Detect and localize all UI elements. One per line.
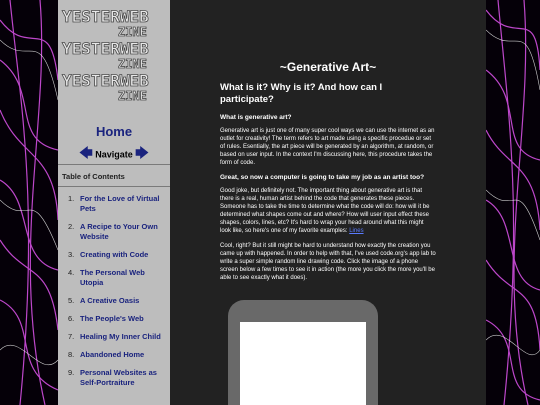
arrow-right-icon[interactable]: 🡆 bbox=[135, 145, 149, 160]
paragraph: Good joke, but definitely not. The important thing about generative art is that there is a real, human artist behind the code that generates these pieces. Someone has to take the time to determine what the code will do: how will it be determined what shapes come out and where? How will user input effect these shapes, colors, lines, etc? It's hard to wrap your head around what this might look like, so here's one of my favorite examples: Lines bbox=[220, 188, 430, 234]
main-content bbox=[170, 0, 486, 405]
toc-item[interactable]: 4. The Personal Web Utopia bbox=[68, 268, 145, 287]
svg-text:YESTERWEB: YESTERWEB bbox=[62, 71, 149, 90]
svg-text:YESTERWEB: YESTERWEB bbox=[62, 39, 149, 58]
toc-title: Table of Contents bbox=[62, 172, 125, 181]
toc-link[interactable]: Creating with Code bbox=[80, 250, 149, 259]
toc-item[interactable]: 7. Healing My Inner Child bbox=[68, 332, 161, 341]
paragraph: Cool, right? But it still might be hard to understand how exactly the creation you came up with happened. In order to help with that, I've used code.org's app lab to write a super simple random line drawing code. Click the image of a phone screen below a few times to see it in action (the more you click the more you'll be able to see exactly what it does). bbox=[220, 243, 436, 281]
toc-item[interactable]: 9. Personal Websites as Self-Portraiture bbox=[68, 368, 157, 387]
toc-item[interactable]: 5. A Creative Oasis bbox=[68, 296, 140, 305]
home-link[interactable]: Home bbox=[95, 124, 133, 139]
navigate-control bbox=[58, 144, 170, 166]
question-heading: Great, so now a computer is going to take my job as an artist too? bbox=[220, 174, 425, 181]
divider bbox=[58, 164, 170, 165]
toc-link[interactable]: A Recipe to Your Own Website bbox=[80, 222, 158, 241]
divider bbox=[58, 186, 170, 187]
toc-link[interactable]: The People's Web bbox=[80, 314, 144, 323]
toc-link[interactable]: The Personal Web Utopia bbox=[80, 268, 145, 287]
toc-link[interactable]: A Creative Oasis bbox=[80, 296, 140, 305]
toc-link[interactable]: Abandoned Home bbox=[80, 350, 145, 359]
toc-link[interactable]: For the Love of Virtual Pets bbox=[80, 194, 160, 213]
background-swirl-right bbox=[486, 0, 540, 405]
toc-link[interactable]: Healing My Inner Child bbox=[80, 332, 161, 341]
navigate-label: Navigate bbox=[95, 149, 133, 160]
background-swirl-left bbox=[0, 0, 58, 405]
arrow-left-icon[interactable]: 🡄 bbox=[79, 145, 93, 160]
phone-app-frame bbox=[228, 300, 378, 405]
toc-item[interactable]: 1. For the Love of Virtual Pets bbox=[68, 194, 160, 213]
toc-item[interactable]: 2. A Recipe to Your Own Website bbox=[68, 222, 158, 241]
toc-item[interactable]: 3. Creating with Code bbox=[68, 250, 149, 259]
toc-item[interactable]: 8. Abandoned Home bbox=[68, 350, 145, 359]
svg-text:ZINE: ZINE bbox=[118, 89, 147, 103]
table-of-contents bbox=[58, 194, 170, 396]
phone-screen-canvas[interactable] bbox=[240, 322, 366, 405]
article bbox=[220, 60, 436, 289]
yesterweb-zine-logo[interactable] bbox=[60, 4, 170, 116]
toc-link[interactable]: Personal Websites as Self-Portraiture bbox=[80, 368, 157, 387]
sidebar bbox=[58, 0, 170, 405]
lines-example-link[interactable]: Lines bbox=[349, 228, 364, 234]
article-title: ~Generative Art~ bbox=[279, 60, 377, 74]
svg-text:YESTERWEB: YESTERWEB bbox=[62, 7, 149, 26]
paragraph: Generative art is just one of many super cool ways we can use the internet as an outlet for creativity! The term refers to art made using a specific procedue or set of rules. Esentially, the art piece will be generated by an algorithm, at random, or based on user input. In the context I'm discussing here, this procedure takes the form of code. bbox=[220, 128, 435, 166]
svg-text:ZINE: ZINE bbox=[118, 57, 147, 71]
toc-item[interactable]: 6. The People's Web bbox=[68, 314, 144, 323]
article-subtitle: What is it? Why is it? And how can I participate? bbox=[220, 82, 383, 105]
svg-text:ZINE: ZINE bbox=[118, 25, 147, 39]
question-heading: What is generative art? bbox=[220, 114, 292, 121]
